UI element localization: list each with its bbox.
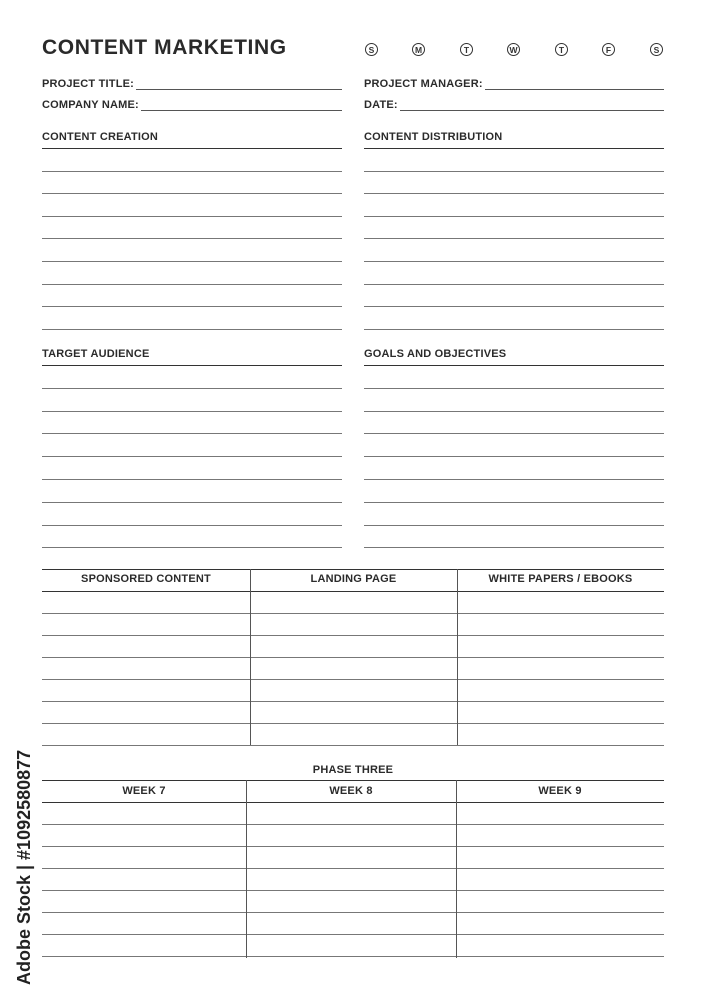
phase-header-line bbox=[42, 802, 664, 803]
writing-line bbox=[364, 433, 664, 434]
phase-row-line bbox=[42, 934, 664, 935]
phase-row-line bbox=[42, 824, 664, 825]
writing-line bbox=[364, 284, 664, 285]
section-header-line bbox=[42, 148, 342, 149]
table-top-line bbox=[42, 569, 664, 570]
content-creation-heading: CONTENT CREATION bbox=[42, 131, 159, 143]
table-header-line bbox=[42, 591, 664, 592]
date-line bbox=[400, 100, 664, 111]
phase-title: PHASE THREE bbox=[312, 764, 394, 776]
writing-line bbox=[42, 329, 342, 330]
week-9-header: WEEK 9 bbox=[538, 785, 582, 797]
writing-line bbox=[364, 306, 664, 307]
phase-column-divider bbox=[456, 780, 457, 958]
white-papers-header: WHITE PAPERS / EBOOKS bbox=[488, 573, 633, 585]
writing-line bbox=[364, 502, 664, 503]
sponsored-content-header: SPONSORED CONTENT bbox=[81, 573, 211, 585]
project-manager-field[interactable] bbox=[364, 78, 664, 90]
company-name-field[interactable] bbox=[42, 99, 342, 111]
writing-line bbox=[364, 216, 664, 217]
table-row-line bbox=[42, 635, 664, 636]
project-title-field[interactable] bbox=[42, 78, 342, 90]
day-thursday-circle[interactable]: T bbox=[555, 43, 568, 56]
writing-line bbox=[364, 238, 664, 239]
writing-line bbox=[364, 547, 664, 548]
table-row-line bbox=[42, 723, 664, 724]
phase-row-line bbox=[42, 956, 664, 957]
week-7-header: WEEK 7 bbox=[122, 785, 166, 797]
writing-line bbox=[42, 456, 342, 457]
writing-line bbox=[364, 411, 664, 412]
table-row-line bbox=[42, 613, 664, 614]
writing-line bbox=[42, 525, 342, 526]
day-saturday-circle[interactable]: S bbox=[650, 43, 663, 56]
writing-line bbox=[42, 479, 342, 480]
table-row-line bbox=[42, 657, 664, 658]
date-label: DATE: bbox=[364, 99, 398, 111]
writing-line bbox=[364, 525, 664, 526]
table-column-divider bbox=[250, 569, 251, 745]
day-tuesday-circle[interactable]: T bbox=[460, 43, 473, 56]
writing-line bbox=[42, 261, 342, 262]
writing-line bbox=[364, 388, 664, 389]
writing-line bbox=[42, 193, 342, 194]
writing-line bbox=[42, 306, 342, 307]
writing-line bbox=[42, 547, 342, 548]
table-row-line bbox=[42, 701, 664, 702]
day-wednesday-circle[interactable]: W bbox=[507, 43, 520, 56]
table-row-line bbox=[42, 745, 664, 746]
writing-line bbox=[42, 388, 342, 389]
date-field[interactable] bbox=[364, 99, 664, 111]
section-header-line bbox=[42, 365, 342, 366]
day-sunday-circle[interactable]: S bbox=[365, 43, 378, 56]
section-header-line bbox=[364, 365, 664, 366]
day-monday-circle[interactable]: M bbox=[412, 43, 425, 56]
phase-row-line bbox=[42, 846, 664, 847]
writing-line bbox=[42, 238, 342, 239]
table-column-divider bbox=[457, 569, 458, 745]
phase-row-line bbox=[42, 890, 664, 891]
writing-line bbox=[364, 329, 664, 330]
writing-line bbox=[42, 284, 342, 285]
week-8-header: WEEK 8 bbox=[329, 785, 373, 797]
section-header-line bbox=[364, 148, 664, 149]
writing-line bbox=[42, 216, 342, 217]
phase-row-line bbox=[42, 868, 664, 869]
stock-watermark bbox=[14, 749, 40, 985]
writing-line bbox=[42, 502, 342, 503]
writing-line bbox=[364, 456, 664, 457]
company-name-label: COMPANY NAME: bbox=[42, 99, 139, 111]
company-name-line bbox=[141, 100, 342, 111]
phase-row-line bbox=[42, 912, 664, 913]
watermark-text: Adobe Stock | #1092580877 bbox=[14, 749, 34, 985]
phase-column-divider bbox=[246, 780, 247, 958]
writing-line bbox=[364, 261, 664, 262]
phase-top-line bbox=[42, 780, 664, 781]
page-title: CONTENT MARKETING bbox=[42, 36, 287, 59]
writing-line bbox=[364, 193, 664, 194]
project-title-line bbox=[136, 79, 342, 90]
writing-line bbox=[42, 433, 342, 434]
writing-line bbox=[42, 171, 342, 172]
content-distribution-heading: CONTENT DISTRIBUTION bbox=[364, 131, 503, 143]
target-audience-heading: TARGET AUDIENCE bbox=[42, 348, 150, 360]
goals-objectives-heading: GOALS AND OBJECTIVES bbox=[364, 348, 507, 360]
day-friday-circle[interactable]: F bbox=[602, 43, 615, 56]
project-manager-line bbox=[485, 79, 664, 90]
writing-line bbox=[364, 171, 664, 172]
project-manager-label: PROJECT MANAGER: bbox=[364, 78, 483, 90]
project-title-label: PROJECT TITLE: bbox=[42, 78, 135, 90]
writing-line bbox=[364, 479, 664, 480]
writing-line bbox=[42, 411, 342, 412]
landing-page-header: LANDING PAGE bbox=[310, 573, 397, 585]
table-row-line bbox=[42, 679, 664, 680]
